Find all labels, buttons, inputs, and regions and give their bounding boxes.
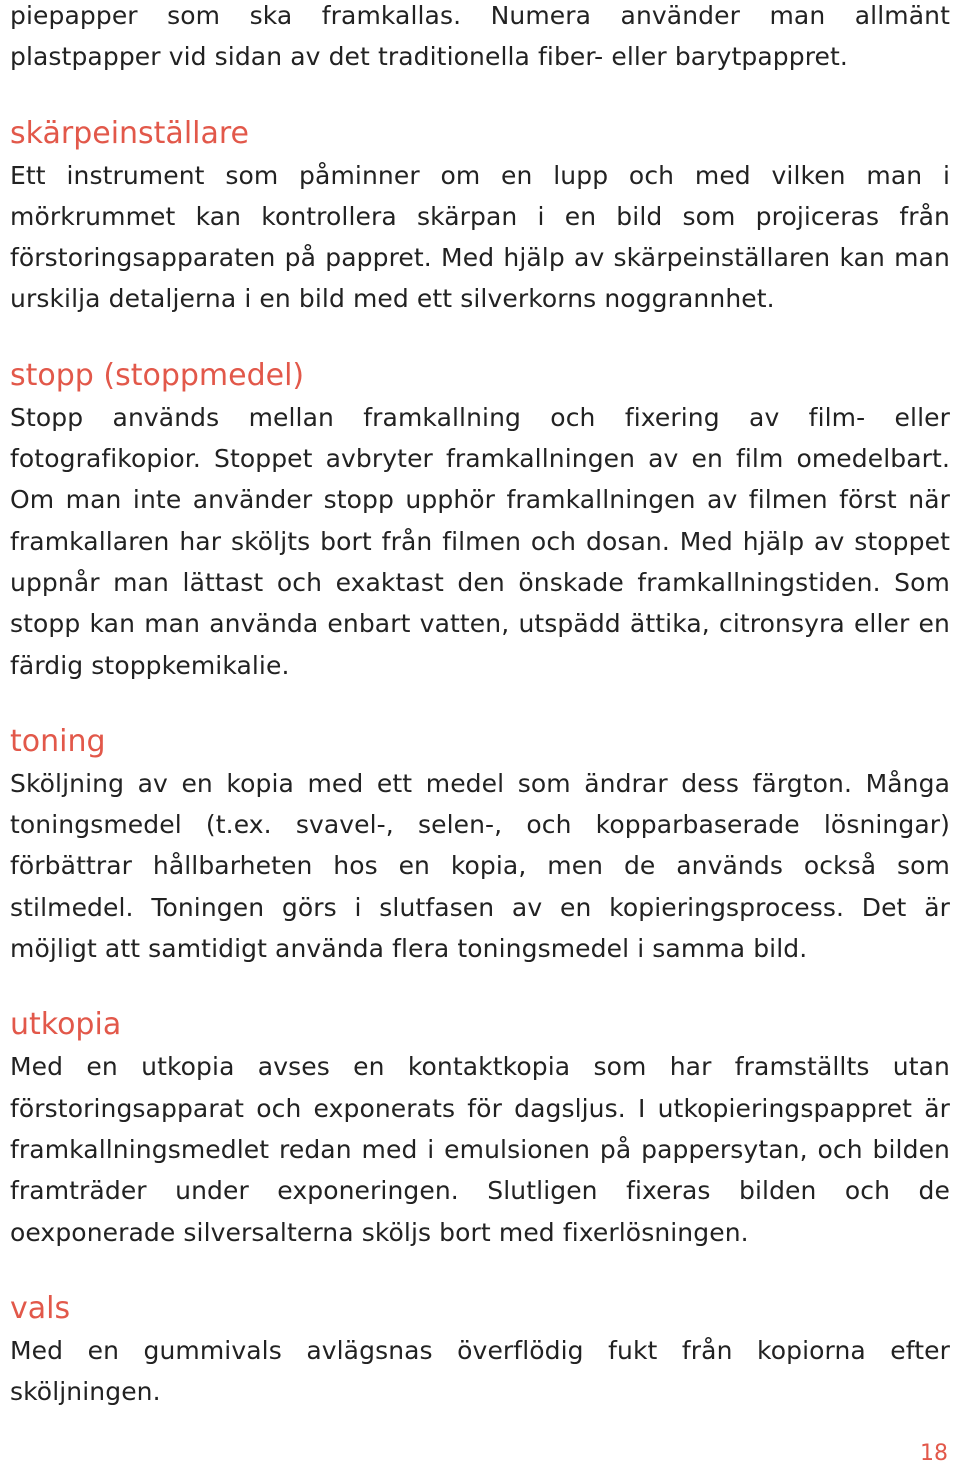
glossary-entry-stopp — [10, 356, 950, 686]
page-number: 18 — [920, 1441, 948, 1466]
glossary-term: toning — [10, 723, 106, 759]
glossary-definition: Sköljning av en kopia med ett medel som ändrar dess färgton. Många toningsmedel (t.ex. svavel-, selen-, och kopparbaserade lösningar) förbättrar hållbarheten hos en kopia, men de används också som stilmedel. Toningen görs i slutfasen av en kopieringsprocess. Det är möjligt att samtidigt använda flera toningsmedel i samma bild. — [10, 768, 950, 964]
glossary-definition: Ett instrument som påminner om en lupp och med vilken man i mörkrummet kan kontrollera skärpan i en bild som projiceras från förstoringsapparaten på pappret. Med hjälp av skärpeinställaren kan man urskilja detaljerna i en bild med ett silverkorns noggrannhet. — [10, 160, 950, 314]
glossary-definition: Med en gummivals avlägsnas överflödig fukt från kopiorna efter sköljningen. — [10, 1335, 950, 1407]
glossary-page — [10, 0, 950, 1412]
glossary-term: stopp (stoppmedel) — [10, 357, 305, 393]
glossary-entry-utkopia — [10, 1005, 950, 1252]
glossary-entry-vals — [10, 1289, 950, 1413]
glossary-entry-toning — [10, 722, 950, 969]
glossary-term: vals — [10, 1290, 71, 1326]
glossary-definition: Med en utkopia avses en kontaktkopia som har framställts utan förstoringsapparat och exponerats för dagsljus. I utkopieringspappret är framkallningsmedlet redan med i emulsionen på pappersytan, och bilden framträder under exponeringen. Slutligen fixeras bilden och de oexponerade silversalterna sköljs bort med fixerlösningen. — [10, 1052, 950, 1247]
glossary-term: skärpeinställare — [10, 115, 250, 151]
continued-paragraph: piepapper som ska framkallas. Numera använder man allmänt plastpapper vid sidan av det traditionella fiber- eller barytpappret. — [10, 1, 950, 72]
glossary-term: utkopia — [10, 1007, 122, 1043]
glossary-entry-skarpeinstallare — [10, 114, 950, 320]
glossary-definition: Stopp används mellan framkallning och fixering av film- eller fotografikopior. Stoppet avbryter framkallningen av en film omedelbart. Om man inte använder stopp upphör framkallningen av filmen först när framkallaren har sköljts bort från filmen och dosan. Med hjälp av stoppet uppnår man lättast och exaktast den önskade framkallningstiden. Som stopp kan man använda enbart vatten, utspädd ättika, citronsyra eller en färdig stoppkemikalie. — [10, 402, 950, 680]
